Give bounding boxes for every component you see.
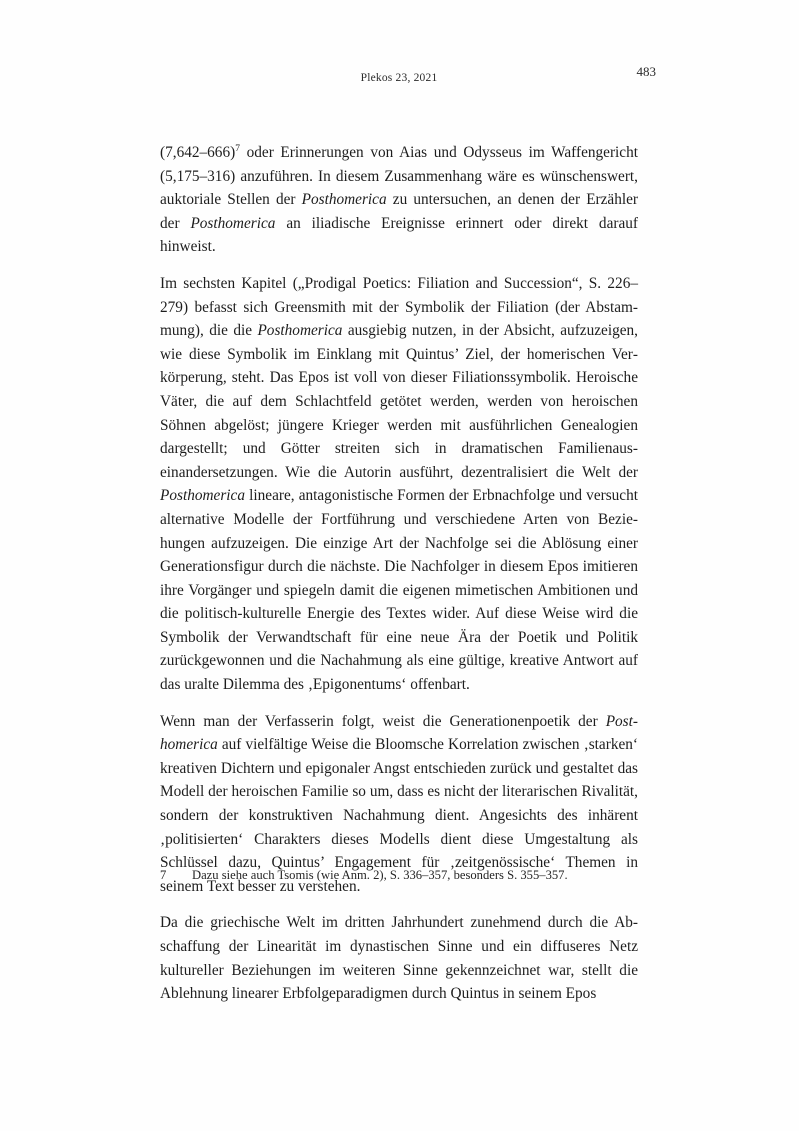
text-run: ausgiebig nutzen, in der Absicht, aufzuzeigen, wie diese Symbolik im Einklang mit Quintus’ Ziel, der homerischen Verkörperung, steht. Das Epos ist voll von dieser Filiationssymbolik. Heroische Väter, die auf dem Schlachtfeld getötet werden, werden von heroischen Söhnen abgelöst; jüngere Krieger werden mit ausführlichen Genealogien dargestellt; und Götter streiten sich in dramatischen Familienauseinandersetzungen. Wie die Autorin ausführt, dezentralisiert die Welt der [160,322,638,481]
text-run: oder Erinnerungen von Aias und Odysseus im Waffengericht (5,175–316) anzuführen. In diesem Zusammenhang wäre es wünschenswert, auktoriale Stellen der [160,144,638,209]
text-run: lineare, antagonistische Formen der Erbnachfolge und versucht alternative Modelle der Fortführung und verschiedene Arten von Beziehungen aufzuzeigen. Die einzige Art der Nachfolge sei die Ablösung einer Generationsfigur durch die nächste. Die Nachfolger in diesem Epos imitieren ihre Vorgänger und spiegeln damit die eigenen mimetischen Ambitionen und die politisch-kulturelle Energie des Textes wider. Auf diese Weise wird die Symbolik der Verwandtschaft für eine neue Ära der Poetik und Politik zurückgewonnen und die Nachahmung als eine gültige, kreative Antwort auf das uralte Dilemma des ‚Epigonentums‘ offenbart. [160,487,638,694]
footnote [160,866,638,884]
body-paragraph [160,272,638,697]
body-paragraph [160,141,638,259]
footnote-area [160,866,638,884]
running-head-title: Plekos 23, 2021 [360,72,438,84]
body-paragraph [160,911,638,1005]
footnote-text: Dazu siehe auch Tsomis (wie Anm. 2), S. 336–357, besonders S. 355–357. [192,868,568,882]
italic-title: Posthomerica [160,712,638,754]
italic-title: Posthomerica [301,191,387,209]
running-head [160,64,656,90]
italic-title: Posthomerica [160,487,245,505]
text-run: Wenn man der Verfasserin folgt, weist die Generationenpoetik der [160,712,606,730]
italic-title: Posthomerica [257,322,343,340]
text-run: Da die griechische Welt im dritten Jahrhundert zunehmend durch die Abschaffung der Linearität im dynastischen Sinne und ein diffuseres Netz kultureller Beziehungen im weiteren Sinne gekennzeichnet war, stellt die Ablehnung linearer Erbfolgeparadigmen durch Quintus in seinem Epos [160,914,638,1003]
footnote-number: 7 [160,868,167,882]
page-number: 483 [636,64,656,79]
text-run: auf vielfältige Weise die Bloomsche Korrelation zwischen ‚starken‘ kreativen Dichtern und epigonaler Angst entschieden zurück und gestaltet das Modell der heroischen Familie so um, dass es nicht der literarischen Rivalität, sondern der konstruktiven Nachahmung dient. Angesichts des inhärent ‚politisierten‘ Charakters dieses Modells dient diese Umgestaltung als Schlüssel dazu, Quintus’ Engagement für ‚zeitgenössische‘ Themen in seinem Text besser zu verstehen. [160,736,638,895]
text-run: Im sechsten Kapitel („Prodigal Poetics: Filiation and Succession“, S. 226–279) befasst sich Greensmith mit der Symbolik der Filiation (der Abstammung), die die [160,274,638,340]
text-run: (7,642–666) [160,144,236,161]
text-run: zu untersuchen, an denen der Erzähler der [160,191,638,232]
text-run: an iliadische Ereignisse erinnert oder direkt darauf hinweist. [160,214,638,256]
italic-title: Posthomerica [190,214,276,232]
footnote-marker[interactable]: 7 [235,143,240,154]
